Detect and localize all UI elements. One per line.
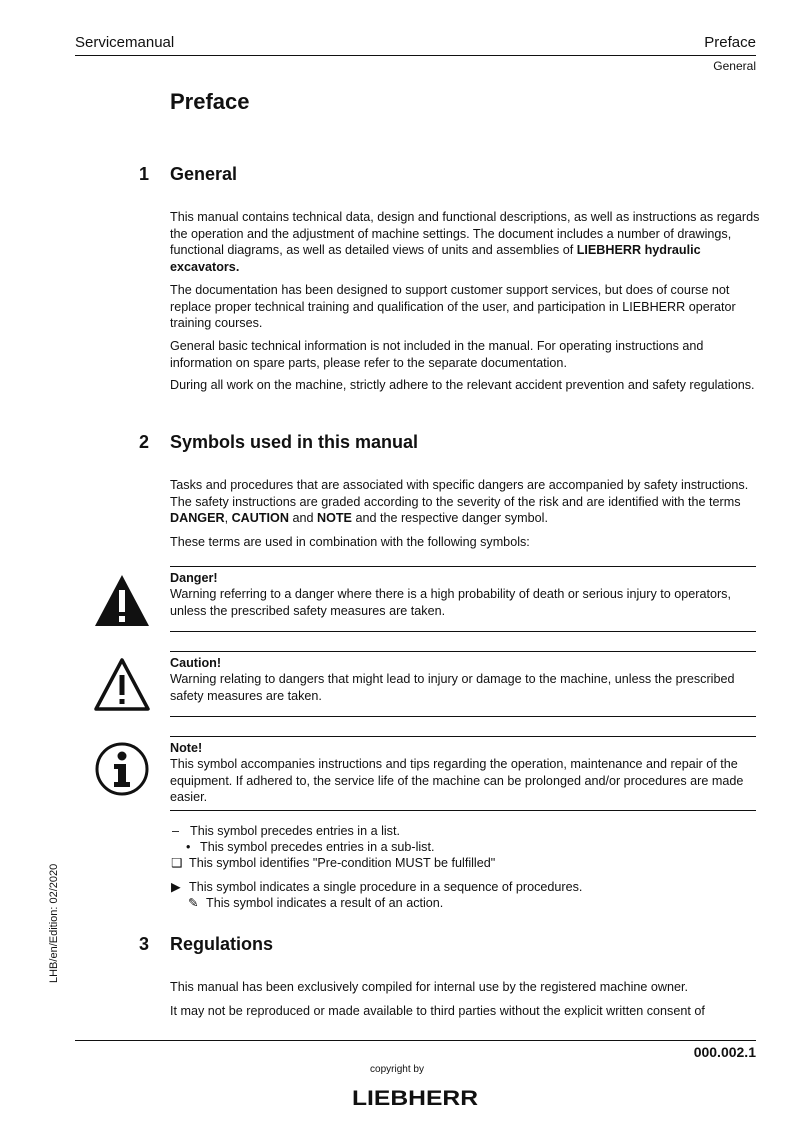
section-2-paragraph-1: Tasks and procedures that are associated with specific dangers are accompanied by safety instructions. The safety instructions are graded according to the severity of the risk and are identified with the terms DANGER, CAUTION and NOTE and the respective danger symbol. (170, 478, 749, 525)
caution-warning-icon (94, 657, 150, 713)
caution-text: Warning relating to dangers that might lead to injury or damage to the machine, unless the prescribed safety measures are taken. (170, 672, 735, 703)
section-3-paragraph-1: This manual has been exclusively compiled for internal use by the registered machine owner. (170, 980, 689, 994)
danger-top-rule (170, 566, 756, 567)
section-3-paragraph-2: It may not be reproduced or made available to third parties without the explicit written consent of (170, 1004, 705, 1018)
danger-title: Danger! (170, 571, 218, 585)
copyright-label: copyright by (370, 1064, 424, 1075)
bullet-marker: • (186, 840, 191, 854)
section-1-paragraph-3: General basic technical information is not included in the manual. For operating instructions and information on spare parts, please refer to the separate documentation. (170, 339, 704, 370)
checkbox-icon: ❑ (171, 856, 183, 870)
footer-divider (75, 1040, 756, 1041)
header-divider (75, 55, 756, 56)
section-2-number: 2 (139, 432, 150, 452)
section-1-number: 1 (139, 164, 150, 184)
caution-title: Caution! (170, 656, 222, 670)
list-item: • This symbol precedes entries in a sub-list. (186, 840, 435, 854)
caution-top-rule (170, 651, 756, 652)
header-subtitle: General (713, 59, 756, 73)
note-bottom-rule (170, 810, 756, 811)
dash-marker: – (172, 824, 180, 838)
page-title: Preface (170, 89, 250, 114)
section-1-paragraph-4: During all work on the machine, strictly adhere to the relevant accident prevention and safety regulations. (170, 378, 755, 392)
list-item: ✎ This symbol indicates a result of an action. (188, 896, 444, 910)
section-3-title: Regulations (170, 934, 274, 954)
header-left-title: Servicemanual (75, 34, 175, 51)
list-item: – This symbol precedes entries in a list. (172, 824, 400, 838)
section-1-paragraph-1: This manual contains technical data, design and functional descriptions, as well as instructions as regards the operation and the adjustment of machine settings. The document includes a number of drawings, functional diagrams, as well as detailed views of units and assemblies of LIEBHERR hydraulic excavators. (170, 210, 760, 274)
play-arrow-icon: ▶ (171, 880, 181, 894)
danger-bottom-rule (170, 631, 756, 632)
document-number: 000.002.1 (693, 1044, 756, 1060)
section-2-title: Symbols used in this manual (170, 432, 419, 452)
result-hand-icon: ✎ (188, 896, 199, 910)
danger-text: Warning referring to a danger where there is a high probability of death or serious injury to operators, unless the prescribed safety measures are taken. (170, 587, 731, 618)
section-1-title: General (170, 164, 238, 184)
note-top-rule (170, 736, 756, 737)
liebherr-logo (351, 1084, 479, 1110)
caution-bottom-rule (170, 716, 756, 717)
header-right-title: Preface (704, 34, 756, 51)
danger-warning-icon (94, 573, 150, 629)
edition-side-label: LHB/en/Edition: 02/2020 (48, 863, 60, 983)
list-item: ❑ This symbol identifies "Pre-condition MUST be fulfilled" (171, 856, 496, 870)
note-title: Note! (170, 741, 203, 755)
info-icon (94, 741, 150, 797)
list-item: ▶ This symbol indicates a single procedure in a sequence of procedures. (171, 880, 583, 894)
section-1-paragraph-2: The documentation has been designed to support customer support services, but does of course not replace proper technical training and qualification of the user, and participation in LIEBHERR operator training courses. (170, 283, 736, 330)
note-text: This symbol accompanies instructions and tips regarding the operation, maintenance and repair of the equipment. If adhered to, the service life of the machine can be prolonged and/or procedures are made easier. (170, 757, 744, 804)
section-2-paragraph-2: These terms are used in combination with the following symbols: (170, 535, 530, 549)
section-3-number: 3 (139, 934, 150, 954)
logo-text: LIEBHERR (352, 1087, 478, 1110)
